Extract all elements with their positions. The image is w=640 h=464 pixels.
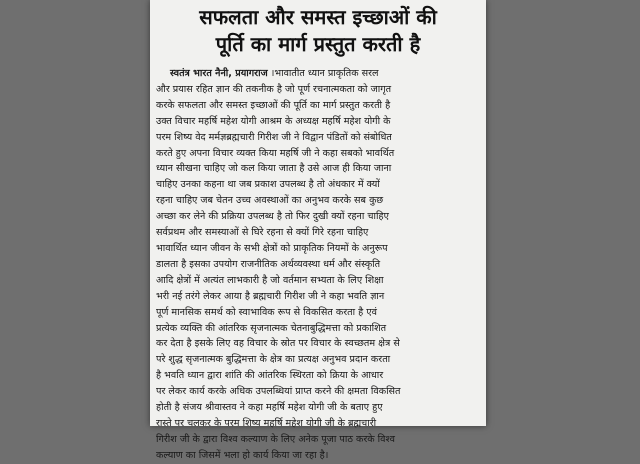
body-line: गिरीश जी के द्वारा विश्व कल्याण के लिए अनेक पूजा पाठ करके विश्व — [156, 433, 395, 445]
article-headline — [158, 4, 478, 58]
body-line: कल्याण का जिसमें भला हो कार्य किया जा रहा है। — [156, 449, 329, 461]
body-line: है भवति ध्यान द्वारा शांति की आंतरिक स्थिरता को क्रिया के आधार — [156, 370, 384, 382]
article-first-line — [156, 66, 480, 82]
body-line: परे शुद्ध सृजनात्मक बुद्धिमत्ता के क्षेत्र का प्रत्यक्ष अनुभव प्रदान करता — [156, 354, 391, 366]
body-line: पर लेकर कार्य करके अधिक उपलब्धियां प्राप्त करने की क्षमता विकसित — [156, 386, 401, 398]
article-body — [156, 66, 480, 464]
body-line: रहना चाहिए जब चेतन उच्च अवस्थाओं का अनुभव करके सब कुछ — [156, 195, 384, 207]
body-line: डालता है इसका उपयोग राजनीतिक अर्थव्यवस्था धर्म और संस्कृति — [156, 258, 381, 270]
body-line: आदि क्षेत्रों में अत्यंत लाभकारी है जो वर्तमान सभ्यता के लिए शिक्षा — [156, 274, 384, 286]
first-line-text: ।भावातीत ध्यान प्राकृतिक सरल — [267, 68, 379, 79]
body-line: भरी नई तरंगे लेकर आया है ब्रह्मचारी गिरीश जी ने कहा भवति ज्ञान — [156, 290, 385, 302]
body-line: होती है संजय श्रीवास्तव ने कहा महर्षि महेश योगी जी के बताए हुए — [156, 402, 383, 414]
body-line: भावार्थित ध्यान जीवन के सभी क्षेत्रों को प्राकृतिक नियमों के अनुरूप — [156, 242, 388, 254]
body-line: और प्रयास रहित ज्ञान की तकनीक है जो पूर्ण रचनात्मकता को जागृत — [156, 83, 392, 95]
body-line: रास्ते पर चलकर के परम शिष्य महर्षि महेश योगी जी के ब्रह्मचारी — [156, 417, 377, 429]
body-line: परम शिष्य वेद मर्मज्ञब्रह्मचारी गिरीश जी ने विद्वान पंडितों को संबोधित — [156, 131, 392, 143]
body-line: सर्वप्रथम और समस्याओं से घिरे रहना से क्यों गिरे रहना चाहिए — [156, 227, 369, 239]
body-line: कर देता है इसके लिए वह विचार के स्रोत पर विचार के स्वच्छतम क्षेत्र से — [156, 338, 400, 350]
body-line: प्रत्येक व्यक्ति की आंतरिक सृजनात्मक चेतनाबुद्धिमत्ता को प्रकाशित — [156, 322, 387, 334]
body-line: करके सफलता और समस्त इच्छाओं की पूर्ति का मार्ग प्रस्तुत करती है — [156, 99, 391, 111]
headline-line-1: सफलता और समस्त इच्छाओं की — [199, 5, 437, 29]
body-line: करते हुए अपना विचार व्यक्त किया महर्षि जी ने कहा सबको भावर्थित — [156, 147, 395, 159]
body-line: पूर्ण मानसिक समर्थ को स्वाभाविक रूप से विकसित करता है एवं — [156, 306, 377, 318]
body-line: उक्त विचार महर्षि महेश योगी आश्रम के अध्यक्ष महर्षि महेश योगी के — [156, 115, 391, 127]
body-line: ध्यान सीखना चाहिए जो कल किया जाता है उसे आज ही किया जाना — [156, 163, 392, 175]
body-line: चाहिए उनका कहना था जब प्रकाश उपलब्ध है तो अंधकार में क्यों — [156, 179, 380, 191]
body-line: अच्छा कर लेने की प्रक्रिया उपलब्ध है तो फिर दुखी क्यों रहना चाहिए — [156, 211, 389, 223]
article-dateline: स्वतंत्र भारत नैनी, प्रयागराज — [170, 68, 268, 79]
newspaper-clipping — [150, 0, 486, 461]
headline-line-2: पूर्ति का मार्ग प्रस्तुत करती है — [215, 32, 421, 56]
